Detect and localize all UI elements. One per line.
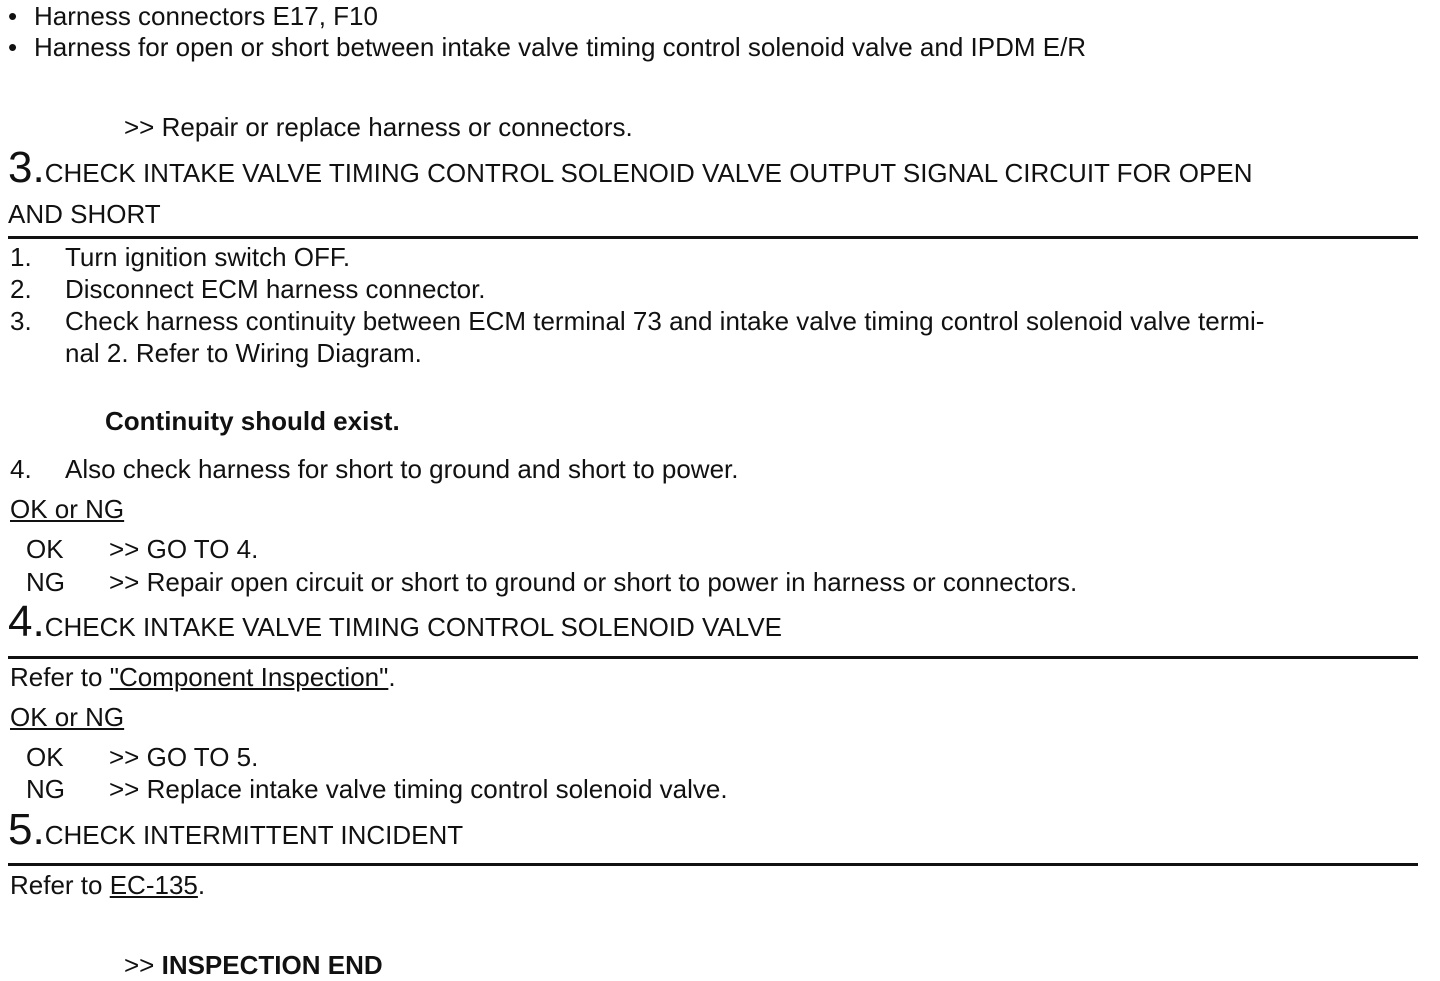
list-number: 4. bbox=[10, 454, 32, 484]
bullet-text: Harness connectors E17, F10 bbox=[34, 1, 378, 31]
list-item bbox=[10, 305, 1264, 337]
result-row-ng bbox=[10, 566, 1077, 598]
ok-ng-label: OK or NG bbox=[10, 702, 125, 732]
refer-line bbox=[10, 661, 396, 693]
list-text: Also check harness for short to ground and short to power. bbox=[65, 454, 739, 484]
result-text: >> Repair open circuit or short to ground or short to power in harness or connectors. bbox=[109, 567, 1078, 597]
step-number: 4. bbox=[8, 597, 45, 646]
bullet-item bbox=[8, 31, 1086, 63]
result-row-ok bbox=[10, 741, 258, 773]
section-divider bbox=[8, 236, 1418, 239]
refer-prefix: Refer to bbox=[10, 870, 110, 900]
step-title: CHECK INTERMITTENT INCIDENT bbox=[44, 820, 464, 850]
list-number: 2. bbox=[10, 274, 32, 304]
ec-135-link[interactable]: EC-135 bbox=[109, 870, 198, 900]
step-5-heading bbox=[8, 805, 464, 854]
end-arrow: >> bbox=[124, 950, 162, 980]
end-text: INSPECTION END bbox=[161, 950, 383, 980]
refer-suffix: . bbox=[388, 662, 396, 692]
result-text: >> GO TO 5. bbox=[109, 742, 259, 772]
list-item bbox=[10, 241, 350, 273]
result-key: NG bbox=[26, 567, 65, 597]
section-divider bbox=[8, 656, 1418, 659]
result-key: NG bbox=[26, 774, 65, 804]
repair-instruction: >> Repair or replace harness or connectors. bbox=[124, 112, 633, 142]
bullet-item bbox=[8, 0, 378, 32]
ok-ng-label: OK or NG bbox=[10, 494, 125, 524]
result-row-ok bbox=[10, 533, 258, 565]
step-number: 5. bbox=[8, 805, 45, 854]
result-row-ng bbox=[10, 773, 728, 805]
list-number: 1. bbox=[10, 242, 32, 272]
bullet-marker: • bbox=[8, 1, 18, 31]
result-key: OK bbox=[26, 534, 64, 564]
list-item bbox=[10, 453, 739, 485]
result-key: OK bbox=[26, 742, 64, 772]
refer-line bbox=[10, 869, 205, 901]
result-text: >> Replace intake valve timing control solenoid valve. bbox=[109, 774, 728, 804]
spec-statement: Continuity should exist. bbox=[105, 406, 400, 436]
list-text: Disconnect ECM harness connector. bbox=[65, 274, 486, 304]
inspection-end bbox=[124, 949, 383, 981]
result-text: >> GO TO 4. bbox=[109, 534, 259, 564]
step-title: CHECK INTAKE VALVE TIMING CONTROL SOLENOID VALVE OUTPUT SIGNAL CIRCUIT FOR OPEN bbox=[44, 158, 1253, 188]
refer-prefix: Refer to bbox=[10, 662, 110, 692]
step-number: 3. bbox=[8, 143, 45, 192]
refer-suffix: . bbox=[197, 870, 206, 900]
section-divider bbox=[8, 863, 1418, 866]
step-3-heading bbox=[8, 143, 1253, 192]
bullet-text: Harness for open or short between intake valve timing control solenoid valve and IPDM E/R bbox=[34, 32, 1087, 62]
list-text-continuation: nal 2. Refer to Wiring Diagram. bbox=[65, 338, 422, 368]
list-number: 3. bbox=[10, 306, 32, 336]
step-4-heading bbox=[8, 597, 783, 646]
bullet-marker: • bbox=[8, 32, 18, 62]
list-text: Turn ignition switch OFF. bbox=[65, 242, 351, 272]
step-title-continuation: AND SHORT bbox=[8, 199, 161, 229]
list-item bbox=[10, 273, 486, 305]
list-text: Check harness continuity between ECM terminal 73 and intake valve timing control solenoid valve termi- bbox=[65, 306, 1265, 336]
step-title: CHECK INTAKE VALVE TIMING CONTROL SOLENOID VALVE bbox=[44, 612, 783, 642]
component-inspection-link[interactable]: "Component Inspection" bbox=[109, 662, 389, 692]
